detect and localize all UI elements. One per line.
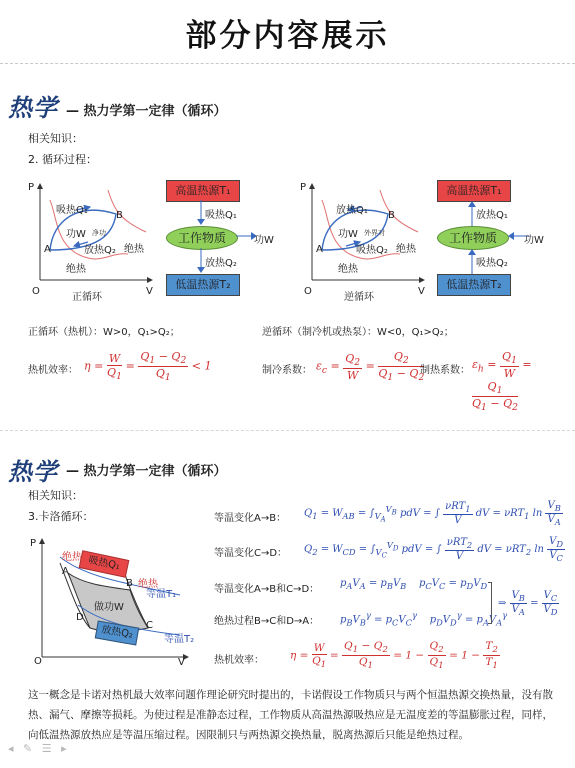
carnot-axis-v: V xyxy=(178,657,185,668)
divider xyxy=(0,63,575,64)
reverse-insulate-b: 绝热 xyxy=(396,244,416,255)
forward-engine-release: 放热Q₂ xyxy=(205,258,237,269)
section1-item: 2. 循环过程： xyxy=(28,153,97,166)
carnot-ratio-formula: ⇒ $\frac{V_B}{V_A}$ = $\frac{V_C}{V_D}$ xyxy=(498,590,558,617)
reverse-point-a: A xyxy=(316,244,323,255)
carnot-row1-formula: $Q_1 = W_{AB} = \int_{V_A}^{V_B}$ pdV = ∫ $\frac{\nu RT_1}{V}$ dV = νRT$_1$ ln $\frac{V_B}{V_A}$ xyxy=(304,500,561,527)
section1-related: 相关知识： xyxy=(28,132,83,145)
carnot-point-c: C xyxy=(146,620,153,631)
next-icon[interactable]: ▸ xyxy=(61,742,70,755)
carnot-absorb: 吸热Q₁ xyxy=(79,550,130,578)
efficiency-formula: η = $\frac{W}{Q_1}$ = $\frac{Q_1 - Q_2}{Q_1}$ < 1 xyxy=(84,350,212,384)
forward-engine-work: 功W xyxy=(254,235,274,246)
reverse-absorb: 吸热Q₂ xyxy=(356,245,388,256)
prev-icon[interactable]: ◂ xyxy=(8,742,17,755)
reverse-work: 功W xyxy=(338,229,358,240)
reverse-insulate-a: 绝热 xyxy=(338,264,358,275)
reverse-work-sub: 外界对 xyxy=(364,229,385,237)
menu-icon[interactable]: ☰ xyxy=(41,742,55,755)
reverse-point-b: B xyxy=(388,210,395,221)
forward-work: 功W xyxy=(66,229,86,240)
forward-axis-v: V xyxy=(146,286,153,297)
edit-icon[interactable]: ✎ xyxy=(23,742,36,755)
reverse-hot-reservoir: 高温热源T₁ xyxy=(437,180,511,202)
carnot-brace xyxy=(488,582,492,624)
carnot-row3-formula: $p_AV_A = p_BV_B$ $p_CV_C = p_DV_D$ xyxy=(340,578,488,591)
carnot-row4-formula: $p_BV_B^\gamma = p_CV_C^\gamma$ $p_DV_D^\gamma = p_AV_A^\gamma$ xyxy=(340,610,508,628)
forward-hot-reservoir: 高温热源T₁ xyxy=(166,180,240,202)
section1-heading: — 热力学第一定律（循环） xyxy=(66,104,227,119)
carnot-isotherm-t1: 等温T₁ xyxy=(146,589,177,600)
forward-note: 正循环（热机）：W>0，Q₁>Q₂； xyxy=(28,327,180,338)
reverse-note: 逆循环（制冷机或热泵）：W<0，Q₁>Q₂； xyxy=(262,327,454,338)
forward-release: 放热Q₂ xyxy=(84,245,116,256)
reverse-engine-absorb: 吸热Q₂ xyxy=(476,258,508,269)
section2-related: 相关知识： xyxy=(28,489,83,502)
section2-heading: — 热力学第一定律（循环） xyxy=(66,464,227,479)
page-title: 部分内容展示 xyxy=(185,18,390,54)
forward-work-sub: 净功 xyxy=(92,229,106,237)
reverse-axis-p: P xyxy=(300,182,307,193)
carnot-row2-label: 等温变化C→D： xyxy=(214,548,288,559)
cooling-coef-label: 制冷系数： xyxy=(262,365,312,376)
forward-axis-p: P xyxy=(28,182,35,193)
brand-logo-2: 热学 xyxy=(8,457,58,486)
carnot-row5-label: 热机效率： xyxy=(214,655,264,666)
carnot-origin: O xyxy=(34,656,42,667)
reverse-working-medium: 工作物质 xyxy=(437,226,509,250)
carnot-row4-label: 绝热过程B→C和D→A： xyxy=(214,616,320,627)
forward-engine-absorb: 吸热Q₁ xyxy=(205,210,237,221)
reverse-cold-reservoir: 低温热源T₂ xyxy=(437,274,511,296)
forward-working-medium: 工作物质 xyxy=(166,226,238,250)
reverse-caption: 逆循环 xyxy=(344,292,374,303)
carnot-insulate-top: 绝热 xyxy=(62,552,82,563)
reverse-release: 放热Q₁ xyxy=(336,205,368,216)
forward-insulate-b: 绝热 xyxy=(124,244,144,255)
reverse-engine-work: 功W xyxy=(524,235,544,246)
forward-point-b: B xyxy=(116,210,123,221)
carnot-axis-p: P xyxy=(30,538,37,549)
carnot-row1-label: 等温变化A→B： xyxy=(214,513,287,524)
forward-point-a: A xyxy=(44,244,51,255)
carnot-point-a: A xyxy=(62,566,69,577)
section-divider xyxy=(0,430,575,431)
forward-caption: 正循环 xyxy=(72,292,102,303)
reverse-axis-v: V xyxy=(418,286,425,297)
heating-coef-label: 制热系数： xyxy=(420,365,470,376)
carnot-description: 这一概念是卡诺对热机最大效率问题作理论研究时提出的，卡诺假设工作物质只与两个恒温热源交换热量，没有散热、漏气、摩擦等损耗。为使过程是准静态过程，工作物质从高温热源吸热应是无温度差的等温膨胀过程，同样，向低温热源放热应是等温压缩过程。因限制只与两热源交换热量，脱离热源后只能是绝热过程。 xyxy=(28,689,553,741)
reverse-origin: O xyxy=(304,286,312,297)
carnot-insulate-right: 绝热 xyxy=(138,579,158,590)
heating-coef-formula: $\varepsilon_h$ = $\frac{Q_1}{W}$ = $\frac{Q_1}{Q_1 - Q_2}$ xyxy=(472,350,532,414)
efficiency-label: 热机效率： xyxy=(28,365,78,376)
carnot-release: 放热Q₂ xyxy=(95,620,139,645)
brand-logo: 热学 xyxy=(8,93,58,122)
carnot-row2-formula: $Q_2 = W_{CD} = \int_{V_C}^{V_D}$ pdV = ∫ $\frac{\nu RT_2}{V}$ dV = νRT$_2$ ln $\frac{V_D}{V_C}$ xyxy=(304,536,564,563)
forward-cold-reservoir: 低温热源T₂ xyxy=(166,274,240,296)
carnot-work: 做功W xyxy=(94,602,124,613)
forward-origin: O xyxy=(32,286,40,297)
slide-nav-icons[interactable] xyxy=(8,742,70,755)
cooling-coef-formula: $\varepsilon_c$ = $\frac{Q_2}{W}$ = $\frac{Q_2}{Q_1 - Q_2}$ xyxy=(316,350,425,384)
forward-absorb: 吸热Q₁ xyxy=(56,205,88,216)
forward-insulate-a: 绝热 xyxy=(66,264,86,275)
reverse-engine-release: 放热Q₁ xyxy=(476,210,508,221)
carnot-efficiency-formula: η = $\frac{W}{Q_1}$ = $\frac{Q_1 - Q_2}{Q_1}$ = 1 − $\frac{Q_2}{Q_1}$ = 1 − $\frac{T_2}{T_1}$ xyxy=(290,640,498,672)
carnot-point-b: B xyxy=(126,578,133,589)
section2-item: 3.卡洛循环： xyxy=(28,510,94,523)
carnot-point-d: D xyxy=(76,612,84,623)
carnot-row3-label: 等温变化A→B和C→D： xyxy=(214,584,320,595)
carnot-isotherm-t2: 等温T₂ xyxy=(164,634,195,645)
